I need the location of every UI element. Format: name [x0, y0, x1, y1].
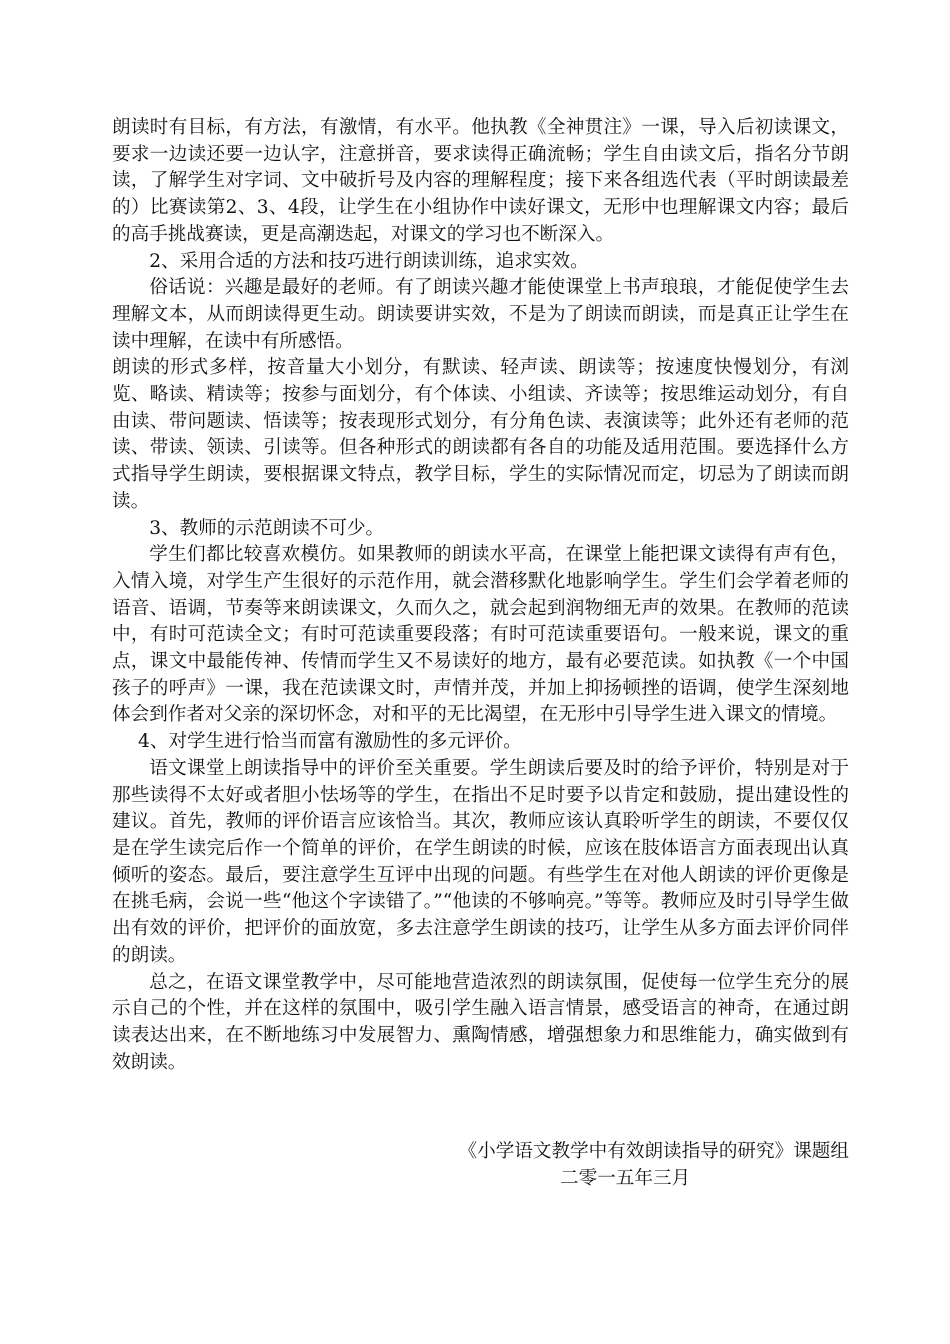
document-body: [112, 115, 849, 1076]
signature-block: [112, 1138, 849, 1192]
signature-organization: 《小学语文教学中有效朗读指导的研究》课题组: [458, 1141, 849, 1162]
paragraph-reading-goals: 朗读时有目标，有方法，有激情，有水平。他执教《全神贯注》一课，导入后初读课文，要求一边读还要一边认字，注意拼音，要求读得正确流畅；学生自由读文后，指名分节朗读，了解学生对字词、文中破折号及内容的理解程度；接下来各组选代表（平时朗读最差的）比赛读第2、3、4段，让学生在小组协作中读好课文，无形中也理解课文内容；最后的高手挑战赛读，更是高潮迭起，对课文的学习也不断深入。: [112, 117, 849, 245]
heading-demonstration: 3、教师的示范朗读不可少。: [149, 517, 385, 539]
paragraph-interest: 俗话说：兴趣是最好的老师。有了朗读兴趣才能使课堂上书声琅琅，才能促使学生去理解文本，从而朗读得更生动。朗读要讲实效，不是为了朗读而朗读，而是真正让学生在读中理解，在读中有所感悟。: [112, 277, 849, 352]
signature-date: 二零一五年三月: [560, 1168, 691, 1189]
heading-methods: 2、采用合适的方法和技巧进行朗读训练，追求实效。: [149, 250, 589, 272]
paragraph-conclusion: 总之，在语文课堂教学中，尽可能地营造浓烈的朗读氛围，促使每一位学生充分的展示自己的个性，并在这样的氛围中，吸引学生融入语言情景，感受语言的神奇，在通过朗读表达出来，在不断地练习中发展智力、熏陶情感，增强想象力和思维能力，确实做到有效朗读。: [112, 971, 849, 1073]
paragraph-imitation: 学生们都比较喜欢模仿。如果教师的朗读水平高，在课堂上能把课文读得有声有色，入情入境，对学生产生很好的示范作用，就会潜移默化地影响学生。学生们会学着老师的语音、语调，节奏等来朗读课文，久而久之，就会起到润物细无声的效果。在教师的范读中，有时可范读全文；有时可范读重要段落；有时可范读重要语句。一般来说，课文的重点，课文中最能传神、传情而学生又不易读好的地方，最有必要范读。如执教《一个中国孩子的呼声》一课，我在范读课文时，声情并茂，并加上抑扬顿挫的语调，使学生深刻地体会到作者对父亲的深切怀念，对和平的无比渴望，在无形中引导学生进入课文的情境。: [112, 544, 849, 726]
paragraph-reading-forms: 朗读的形式多样，按音量大小划分，有默读、轻声读、朗读等；按速度快慢划分，有浏览、略读、精读等；按参与面划分，有个体读、小组读、齐读等；按思维运动划分，有自由读、带问题读、悟读等；按表现形式划分，有分角色读、表演读等；此外还有老师的范读、带读、领读、引读等。但各种形式的朗读都有各自的功能及适用范围。要选择什么方式指导学生朗读，要根据课文特点，教学目标，学生的实际情况而定，切忌为了朗读而朗读。: [112, 357, 849, 512]
paragraph-evaluation: 语文课堂上朗读指导中的评价至关重要。学生朗读后要及时的给予评价，特别是对于那些读得不太好或者胆小怯场等的学生，在指出不足时要予以肯定和鼓励，提出建设性的建议。首先，教师的评价语言应该恰当。其次，教师应该认真聆听学生的朗读，不要仅仅是在学生读完后作一个简单的评价，在学生朗读的时候，应该在肢体语言方面表现出认真倾听的姿态。最后，要注意学生互评中出现的问题。有些学生在对他人朗读的评价更像是在挑毛病，会说一些“他这个字读错了。”“他读的不够响亮。”等等。教师应及时引导学生做出有效的评价，把评价的面放宽，多去注意学生朗读的技巧，让学生从多方面去评价同伴的朗读。: [112, 757, 849, 966]
heading-evaluation: 4、对学生进行恰当而富有激励性的多元评价。: [138, 731, 522, 753]
